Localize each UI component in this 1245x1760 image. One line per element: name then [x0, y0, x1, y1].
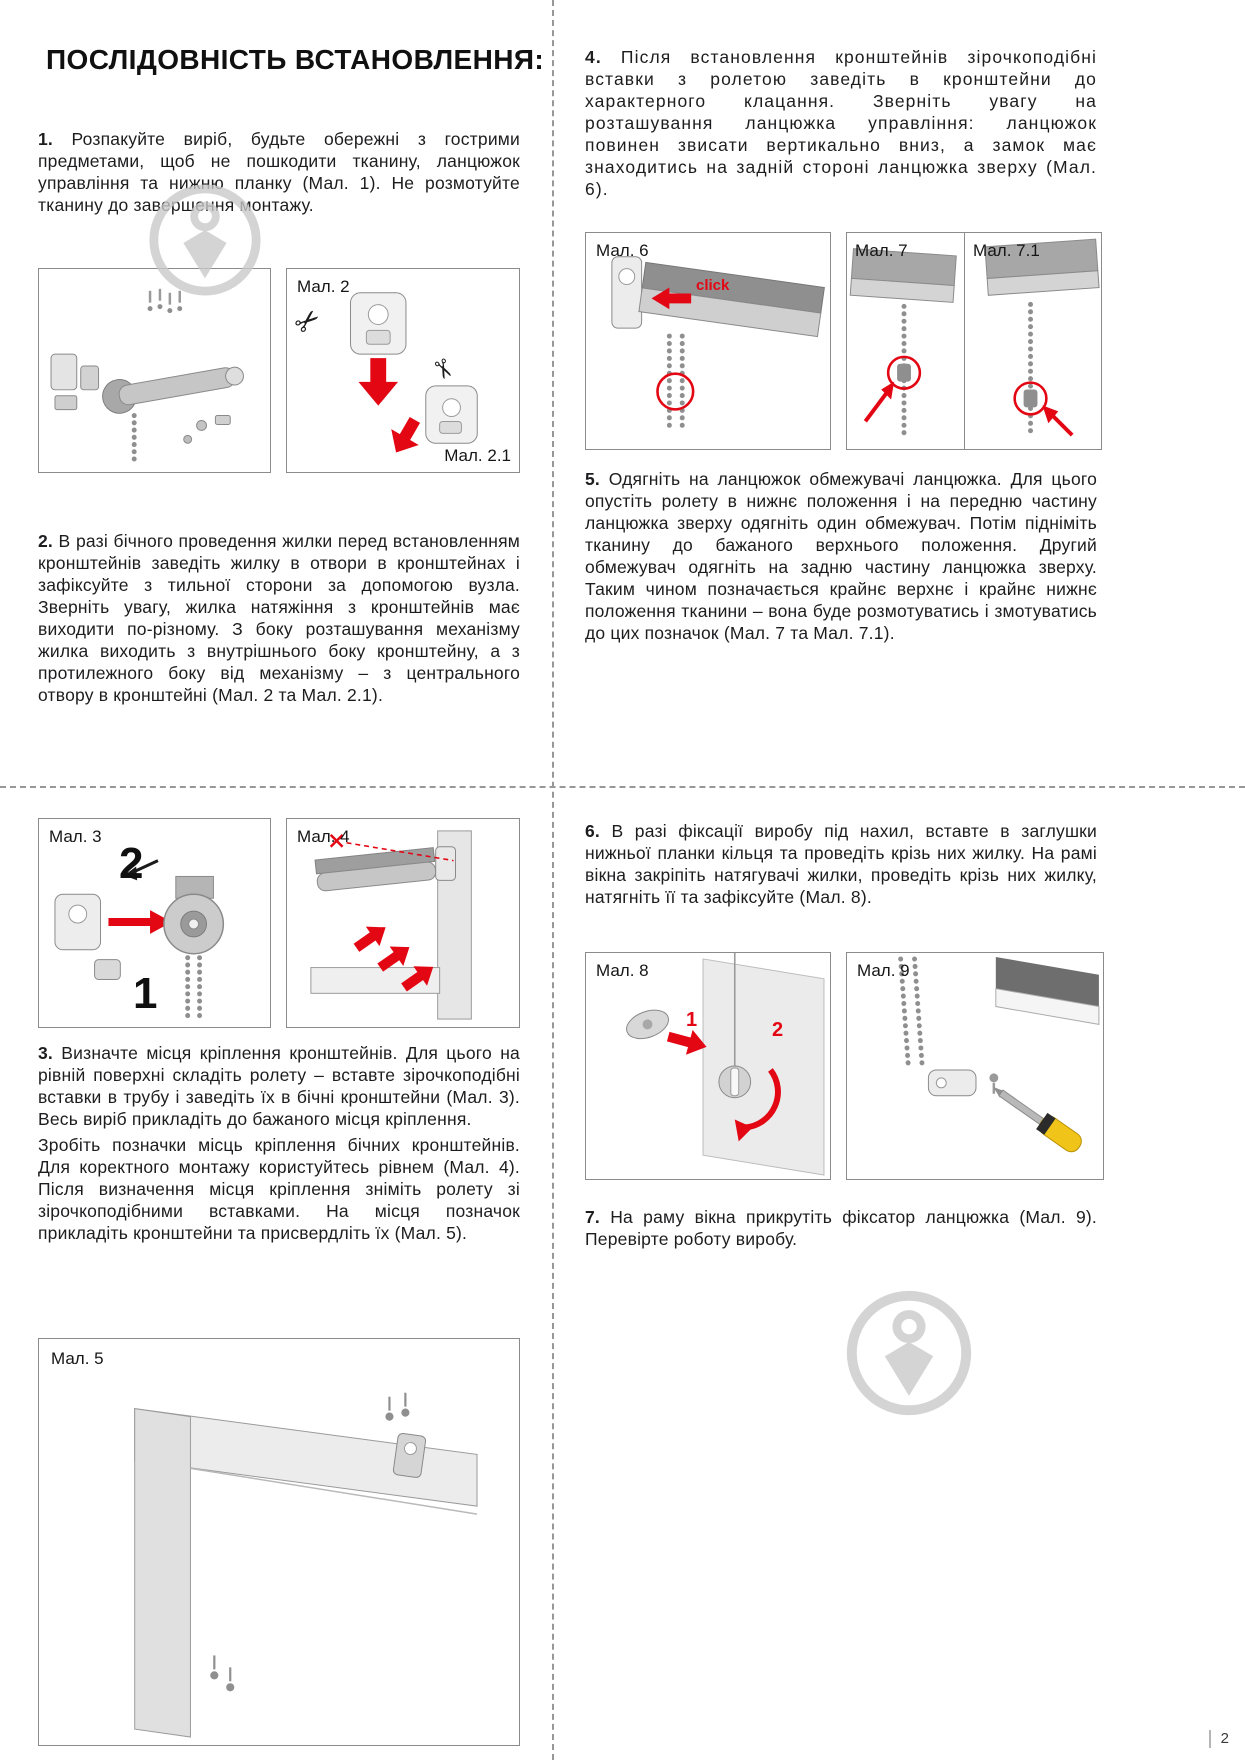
figure-3-box [38, 818, 271, 1028]
figure-5-label: Мал. 5 [51, 1349, 104, 1368]
column-divider [552, 0, 554, 1760]
tensioner-part-2 [719, 1066, 751, 1098]
step-7-paragraph [585, 1206, 1097, 1250]
bracket-top [351, 293, 406, 354]
step-5-number: 5. [585, 469, 600, 489]
figure-7-1-half [964, 233, 1101, 449]
roller-end [164, 894, 223, 953]
step-4-paragraph [585, 46, 1097, 200]
figure-6-label: Мал. 6 [596, 241, 649, 260]
step-6-paragraph [585, 820, 1097, 908]
bracket [55, 894, 101, 949]
window-jamb [135, 1409, 191, 1737]
step-3-text-1: Визначте місця кріплення кронштейнів. Для цього на рівній поверхні складіть ролету – вставте зірочкоподібні вставки в трубу і заведіть їх в бічні кронштейни (Мал. 3). Весь виріб прикладіть до бажаного місця кріплення. [38, 1043, 520, 1129]
figure-7-box [846, 232, 1102, 450]
step-1-number: 1. [38, 129, 53, 149]
figure-7-half [847, 233, 964, 449]
step-4-number: 4. [585, 47, 602, 67]
figure-6-illustration [586, 233, 830, 449]
page-number: 2 [1209, 1730, 1229, 1748]
chain-stopper [897, 364, 911, 382]
brackets [51, 354, 99, 409]
chain-fixator [928, 1070, 976, 1096]
chain-stopper [1024, 390, 1038, 408]
figure-8-marker-1: 1 [686, 1009, 698, 1031]
chain-back [915, 959, 923, 1070]
step-5-text: Одягніть на ланцюжок обмежувачі ланцюжка. Для цього опустіть ролету в нижнє положення і на передню частину ланцюжка зверху одягніть один обмежувач. Потім підніміть тканину до бажаного верхнього положення. Другий обмежувач одягніть на задню частину ланцюжка зверху. Таким чином позначається крайнє верхнє і крайнє нижнє положення тканини – вона буде розмотуватись і змотуватись до цих позначок (Мал. 7 та Мал. 7.1). [585, 469, 1098, 643]
figure-2-1-label: Мал. 2.1 [444, 446, 511, 465]
bracket [393, 1433, 426, 1478]
figure-2-label: Мал. 2 [297, 277, 350, 296]
figure-2-box [286, 268, 520, 473]
figure-4-illustration [287, 819, 519, 1027]
scissors-icon-2: ✂ [425, 353, 460, 386]
step-2-text: В разі бічного проведення жилки перед встановленням кронштейнів заведіть жилку в отвори в кронштейнах і зафіксуйте з тильної сторони за допомогою вузла. Зверніть увагу, жилка натяжіння з кронштейнів має виходити по-різному. З боку розташування механізму жилка виходить з внутрішнього боку кронштейну, а з протилежного боку від механізму – з центрального отвору в кронштейні (Мал. 2 та Мал. 2.1). [38, 531, 521, 705]
bracket [436, 847, 456, 881]
step-5-paragraph [585, 468, 1097, 644]
wall [703, 959, 824, 1175]
step-7-number: 7. [585, 1207, 600, 1227]
figure-5-illustration [39, 1339, 519, 1745]
figure-1-box [38, 268, 271, 473]
step-3-number: 3. [38, 1043, 53, 1063]
section-divider [0, 786, 1245, 788]
red-arrow-right-icon [108, 910, 171, 934]
scissors-icon: ✂ [287, 301, 329, 343]
figure-5-box [38, 1338, 520, 1746]
figure-9-illustration [847, 953, 1103, 1179]
figure-9-label: Мал. 9 [857, 961, 910, 980]
figure-9-box [846, 952, 1104, 1180]
step-4-text: Після встановлення кронштейнів зірочкоподібні вставки з ролетою заведіть в кронштейни до характерного клацання. Зверніть увагу на розташування ланцюжка управління: ланцюжок повинен звисати вертикально вниз, а замок має знаходитись на задній стороні ланцюжка зверху (Мал. 6). [585, 47, 1097, 199]
screws-row [148, 289, 183, 313]
figure-8-marker-2: 2 [772, 1019, 784, 1041]
figure-2-illustration [287, 269, 519, 472]
step-3-text-2: Зробіть позначки місць кріплення бічних кронштейнів. Для коректного монтажу користуйтесь рівнем (Мал. 4). Після визначення місця кріплення зніміть ролету зі зірочкоподібними вставками. На місця позначок прикладіть кронштейни та присвердліть їх (Мал. 5). [38, 1135, 520, 1243]
step-1-paragraph [38, 128, 520, 216]
figure-3-marker-1: 1 [133, 969, 158, 1018]
bracket [612, 257, 642, 328]
red-highlight-circle [657, 374, 693, 410]
figure-4-label: Мал. 4 [297, 827, 350, 846]
red-arrow-2-icon [382, 412, 428, 460]
figure-3-marker-2: 2 [119, 839, 144, 888]
figure-8-label: Мал. 8 [596, 961, 649, 980]
figure-4-box [286, 818, 520, 1028]
step-3-paragraph [38, 1042, 520, 1244]
step-1-text: Розпакуйте виріб, будьте обережні з гострими предметами, щоб не пошкодити тканину, ланцюжок управління та нижню планку (Мал. 1). Не розмотуйте тканину до завершення монтажу. [38, 129, 521, 215]
page-title: ПОСЛІДОВНІСТЬ ВСТАНОВЛЕННЯ: [46, 44, 545, 75]
screws-bottom [211, 1655, 233, 1690]
bracket-bottom [426, 386, 477, 443]
figure-6-box [585, 232, 831, 450]
step-2-number: 2. [38, 531, 53, 551]
figure-7-1-label: Мал. 7.1 [973, 241, 1040, 260]
red-arrow-line [865, 390, 889, 422]
figure-7-label: Мал. 7 [855, 241, 908, 260]
figure-8-illustration [586, 953, 830, 1179]
step-6-number: 6. [585, 821, 600, 841]
step-7-text: На раму вікна прикрутіть фіксатор ланцюжка (Мал. 9). Перевірте роботу виробу. [585, 1207, 1097, 1249]
figure-6-click-label: click [696, 277, 730, 294]
brand-watermark-icon-2 [843, 1287, 975, 1419]
figure-3-label: Мал. 3 [49, 827, 102, 846]
screws-top [386, 1393, 408, 1420]
tensioner-part-1 [623, 1005, 673, 1044]
step-2-paragraph [38, 530, 520, 706]
figure-1-illustration [39, 269, 270, 472]
step-6-text: В разі фіксації виробу під нахил, вставте в заглушки нижньої планки кільця та проведіть крізь них жилку. На рамі вікна закріпіть натягувачі жилки, проведіть крізь них жилку, натягніть її та зафіксуйте (Мал. 8). [585, 821, 1098, 907]
small-parts [184, 416, 231, 444]
roller-tube [100, 358, 246, 416]
red-arrow-down-icon [358, 358, 398, 406]
figure-8-box [585, 952, 831, 1180]
clip-part [95, 960, 121, 980]
screwdriver-icon [987, 1079, 1084, 1156]
figure-7-1-illustration [965, 233, 1101, 449]
figure-7-illustration [847, 233, 964, 449]
